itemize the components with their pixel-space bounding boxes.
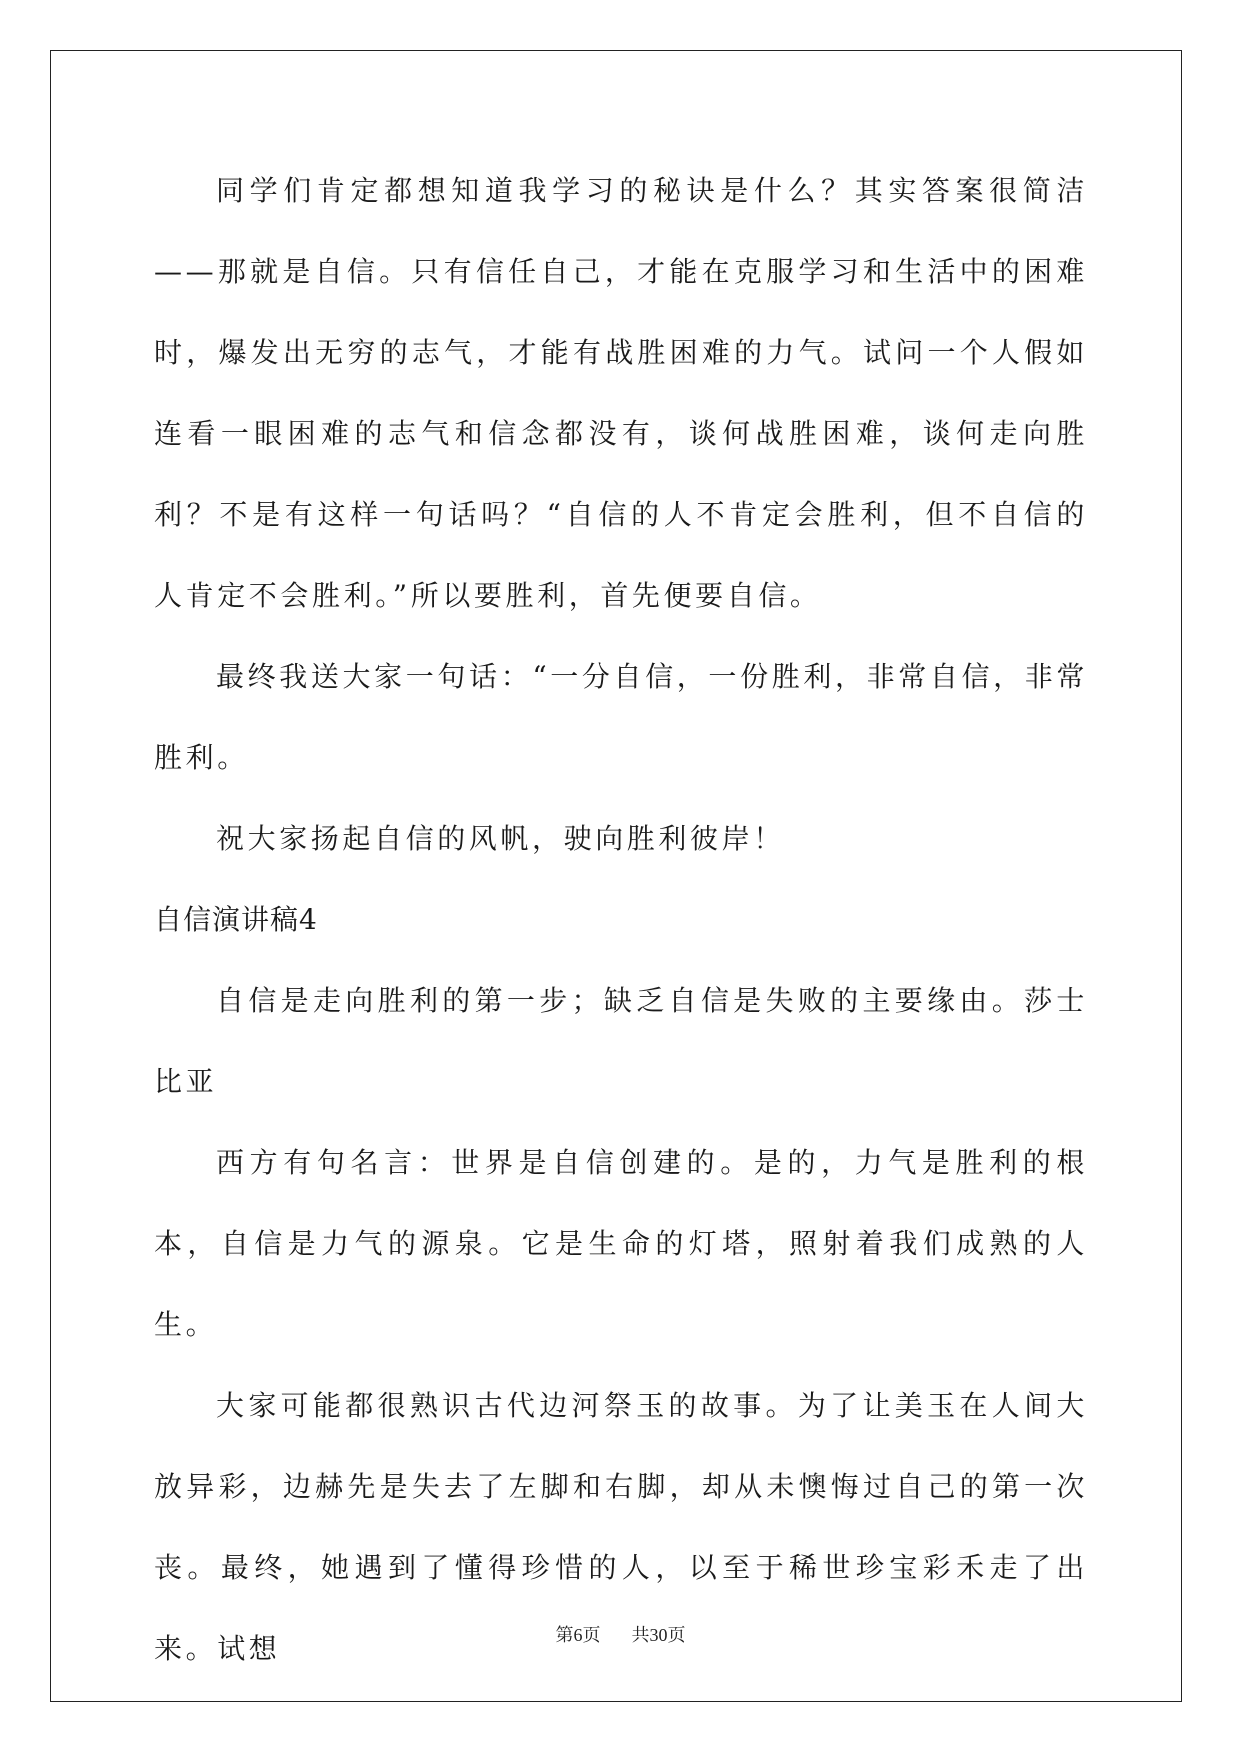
paragraph: 最终我送大家一句话：“一分自信，一份胜利，非常自信，非常胜利。 (154, 660, 1088, 774)
page-number: 第6页 (555, 1625, 601, 1645)
total-pages: 共30页 (631, 1625, 686, 1645)
paragraph: 自信是走向胜利的第一步；缺乏自信是失败的主要缘由。莎士比亚 (154, 984, 1088, 1098)
paragraph: 西方有句名言：世界是自信创建的。是的，力气是胜利的根本，自信是力气的源泉。它是生命的灯塔，照射着我们成熟的人生。 (154, 1146, 1088, 1341)
page-footer (0, 1621, 1241, 1647)
paragraph: 同学们肯定都想知道我学习的秘诀是什么？其实答案很简洁——那就是自信。只有信任自己，才能在克服学习和生活中的困难时，爆发出无穷的志气，才能有战胜困难的力气。试问一个人假如连看一眼困难的志气和信念都没有，谈何战胜困难，谈何走向胜利？不是有这样一句话吗？“自信的人不肯定会胜利，但不自信的人肯定不会胜利。”所以要胜利，首先便要自信。 (154, 174, 1088, 612)
document-body (154, 150, 1088, 1689)
paragraph: 祝大家扬起自信的风帆，驶向胜利彼岸！ (216, 822, 785, 855)
section-heading: 自信演讲稿4 (154, 903, 318, 936)
paragraph: 大家可能都很熟识古代边河祭玉的故事。为了让美玉在人间大放异彩，边赫先是失去了左脚和右脚，却从未懊悔过自己的第一次丧。最终，她遇到了懂得珍惜的人，以至于稀世珍宝彩禾走了出来。试想 (154, 1389, 1088, 1665)
